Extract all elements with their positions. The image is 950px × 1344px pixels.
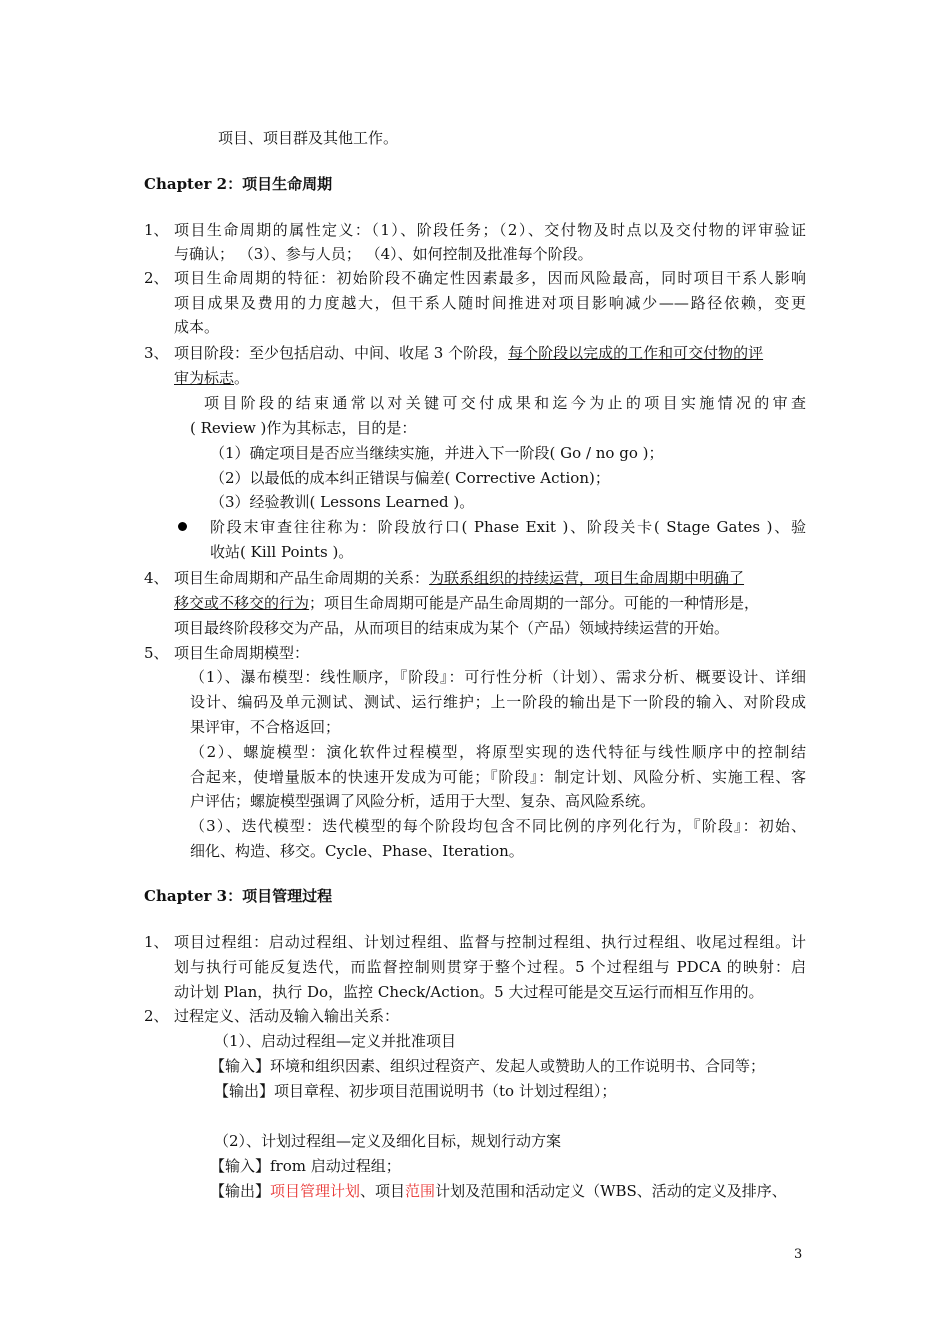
text-line: 细化、构造、移交。Cycle、Phase、Iteration。 [190,842,524,860]
text-line [174,566,806,590]
list-number: 4、 [144,569,169,587]
text-line: 【输入】环境和组织因素、组织过程资产、发起人或赞助人的工作说明书、合同等； [210,1057,766,1075]
highlighted-text: 范围 [405,1182,436,1200]
text-line: 项目生命周期的属性定义：（1）、阶段任务；（2）、交付物及时点以及交付物的评审验证 [174,221,806,239]
text-line: 划与执行可能反复迭代，而监督控制则贯穿于整个过程。5 个过程组与 PDCA 的映射：启 [174,958,806,976]
text-line [174,591,806,615]
text-span: 计划及范围和活动定义（WBS、活动的定义及排序、 [435,1182,787,1200]
text-line: 项目生命周期模型： [174,644,310,662]
text-line: 【输入】from 启动过程组； [210,1157,401,1175]
text-line: （2）、计划过程组—定义及细化目标，规划行动方案 [214,1132,562,1150]
text-line: 合起来，使增量版本的快速开发成为可能；『阶段』：制定计划、风险分析、实施工程、客 [190,768,806,786]
text-line: 阶段末审查往往称为：阶段放行口( Phase Exit )、阶段关卡( Stage Gates )、验 [210,518,806,536]
chapter-3-heading: Chapter 3：项目管理过程 [144,887,333,905]
text-span: ；项目生命周期可能是产品生命周期的一部分。可能的一种情形是， [309,594,760,612]
text-line: 户评估；螺旋模型强调了风险分析，适用于大型、复杂、高风险系统。 [190,792,656,810]
text-span: 【输出】 [210,1182,271,1200]
bullet-icon [178,522,187,531]
text-line: （2）、螺旋模型：演化软件过程模型，将原型实现的迭代特征与线性顺序中的控制结 [190,743,806,761]
underlined-text: 移交或不移交的行为 [174,594,310,612]
text-line: 项目生命周期的特征：初始阶段不确定性因素最多，因而风险最高，同时项目干系人影响 [174,269,806,287]
text-line: 设计、编码及单元测试、测试、运行维护；上一阶段的输出是下一阶段的输入、对阶段成 [190,693,806,711]
list-number: 1、 [144,221,169,239]
list-number: 3、 [144,344,169,362]
text-span: 。 [234,369,250,387]
text-line [174,366,249,390]
text-line: （1）确定项目是否应当继续实施，并进入下一阶段( Go / no go )； [210,444,664,462]
text-line: 项目、项目群及其他工作。 [218,129,399,147]
list-number: 5、 [144,644,169,662]
text-line: 收站( Kill Points )。 [210,543,354,561]
page-number: 3 [794,1247,803,1262]
text-span: 、项目 [360,1182,406,1200]
text-line: （1）、启动过程组—定义并批准项目 [214,1032,457,1050]
text-line: （1）、瀑布模型：线性顺序，『阶段』：可行性分析（计划）、需求分析、概要设计、详细 [190,668,806,686]
text-line: （3）经验教训( Lessons Learned )。 [210,493,475,511]
text-line: （2）以最低的成本纠正错误与偏差( Corrective Action)； [210,469,610,487]
text-line: 项目阶段的结束通常以对关键可交付成果和迄今为止的项目实施情况的审查 [204,394,806,412]
text-line: 成本。 [174,318,220,336]
text-span: 项目阶段：至少包括启动、中间、收尾 3 个阶段， [174,344,509,362]
list-number: 1、 [144,933,169,951]
text-span: 项目生命周期和产品生命周期的关系： [174,569,430,587]
text-line: 与确认； （3）、参与人员； （4）、如何控制及批准每个阶段。 [174,245,593,263]
text-line: 果评审，不合格返回； [190,718,341,736]
list-number: 2、 [144,269,169,287]
underlined-text: 为联系组织的持续运营，项目生命周期中明确了 [429,569,745,587]
list-number: 2、 [144,1007,169,1025]
text-line: 项目最终阶段移交为产品，从而项目的结束成为某个（产品）领域持续运营的开始。 [174,619,730,637]
text-line: （3）、迭代模型：迭代模型的每个阶段均包含不同比例的序列化行为，『阶段』：初始、 [190,817,806,835]
text-line: 【输出】项目章程、初步项目范围说明书（to 计划过程组）； [214,1082,617,1100]
text-line: 项目过程组：启动过程组、计划过程组、监督与控制过程组、执行过程组、收尾过程组。计 [174,933,806,951]
text-line: 过程定义、活动及输入输出关系： [174,1007,400,1025]
highlighted-text: 项目管理计划 [270,1182,361,1200]
text-line: 项目成果及费用的力度越大，但干系人随时间推进对项目影响减少——路径依赖，变更 [174,294,806,312]
chapter-2-heading: Chapter 2：项目生命周期 [144,175,333,193]
text-line [174,341,763,365]
text-line: ( Review )作为其标志，目的是： [190,419,417,437]
underlined-text: 每个阶段以完成的工作和可交付物的评 [508,344,764,362]
text-line [210,1179,787,1203]
text-line: 动计划 Plan，执行 Do，监控 Check/Action。5 大过程可能是交互运行而相互作用的。 [174,983,764,1001]
underlined-text: 审为标志 [174,369,235,387]
